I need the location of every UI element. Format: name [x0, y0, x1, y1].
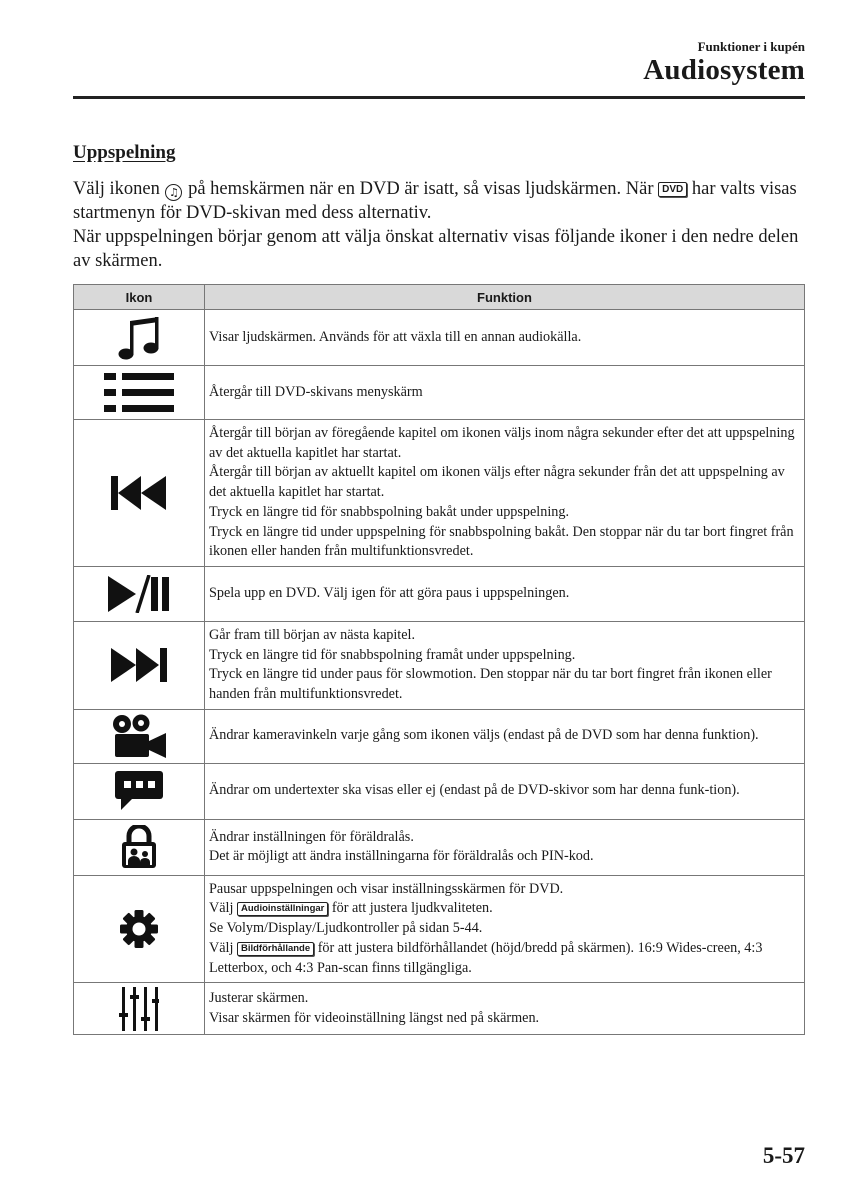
intro-paragraph-2: När uppspelningen börjar genom att välja önskat alternativ visas följande ikoner i den nedre delen av skärmen.: [73, 227, 799, 271]
description-line: Ändrar kameravinkeln varje gång som ikonen väljs (endast på de DVD som har denna funktion).: [209, 727, 759, 744]
table-row: [74, 621, 805, 709]
description-text-part: för att justera bildförhållandet (höjd/bredd på skärmen). 16:9 Wides-creen, 4:3 Letterbox, och 4:3 Pan-scan finns tillgängliga.: [209, 939, 763, 976]
row-description: [205, 819, 805, 875]
description-line: Går fram till början av nästa kapitel.: [209, 626, 416, 643]
table-row: [74, 983, 805, 1035]
description-line: Justerar skärmen.: [209, 990, 309, 1007]
menu-list-icon: [104, 372, 174, 414]
subtitle-icon: [115, 771, 163, 811]
table-row: [74, 875, 805, 983]
description-line: Se Volym/Display/Ljudkontroller på sidan 5-44.: [209, 920, 483, 937]
table-row: [74, 763, 805, 819]
music-note-circle-icon: ♫: [165, 184, 182, 201]
table-row: [74, 709, 805, 763]
video-camera-icon: [111, 714, 167, 758]
description-text-part: för att justera ljudkvaliteten.: [331, 900, 493, 917]
description-line: Pausar uppspelningen och visar inställningsskärmen för DVD.: [209, 880, 564, 897]
page-title: Audiosystem: [643, 54, 805, 86]
description-line: Ändrar om undertexter ska visas eller ej (endast på de DVD-skivor som har denna funk-tion).: [209, 782, 740, 799]
row-description: [205, 621, 805, 709]
description-line: Visar ljudskärmen. Används för att växla till en annan audiokälla.: [209, 328, 582, 345]
description-line: Visar skärmen för videoinställning längst ned på skärmen.: [209, 1009, 540, 1026]
description-line: [209, 939, 800, 978]
row-description: [205, 875, 805, 983]
header-divider: [73, 96, 805, 99]
description-text-part: Välj: [209, 939, 234, 956]
row-description: [205, 566, 805, 621]
row-description: [205, 366, 805, 420]
description-line: Tryck en längre tid under uppspelning för snabbspolning bakåt. Den stoppar när du tar bort fingret från ikonen eller handen från multifunktionsvredet.: [209, 523, 794, 560]
description-line: Tryck en längre tid under paus för slowmotion. Den stoppar när du tar bort fingret från ikonen eller handen från multifunktionsvredet.: [209, 666, 772, 703]
row-description: [205, 709, 805, 763]
table-row: [74, 366, 805, 420]
row-description: [205, 310, 805, 366]
table-row: [74, 566, 805, 621]
skip-previous-icon: [111, 476, 167, 510]
skip-next-icon: [111, 648, 167, 682]
column-header-function: Funktion: [205, 285, 805, 310]
table-header-row: [74, 285, 805, 310]
row-description: [205, 983, 805, 1035]
description-line: Tryck en längre tid för snabbspolning bakåt under uppspelning.: [209, 503, 570, 520]
function-table: [73, 284, 805, 1035]
description-line: Återgår till DVD-skivans menyskärm: [209, 383, 423, 400]
description-line: Tryck en längre tid för snabbspolning framåt under uppspelning.: [209, 646, 576, 663]
intro-text-part: Välj ikonen: [73, 179, 160, 199]
table-row: [74, 310, 805, 366]
aspect-ratio-key-label: Bildförhållande: [237, 942, 314, 956]
row-description: [205, 763, 805, 819]
audio-settings-key-label: Audioinställningar: [237, 902, 328, 916]
page-number: 5-57: [762, 1143, 805, 1168]
description-line: Återgår till början av föregående kapitel om ikonen väljs inom några sekunder efter det att uppspelning av det aktuella kapitlet har startat.: [209, 425, 795, 461]
row-description: [205, 420, 805, 567]
gear-icon: [119, 909, 159, 949]
intro-text-part: har valts visas startmenyn för DVD-skivan med dess alternativ.: [73, 179, 797, 223]
music-note-icon: [117, 315, 161, 361]
description-line: Det är möjligt att ändra inställningarna för föräldralås och PIN-kod.: [209, 848, 594, 865]
parental-lock-icon: [121, 825, 157, 869]
intro-text-part: på hemskärmen när en DVD är isatt, så visas ljudskärmen. När: [188, 179, 654, 199]
description-line: Ändrar inställningen för föräldralås.: [209, 828, 414, 845]
description-line: [209, 899, 800, 919]
description-line: Spela upp en DVD. Välj igen för att göra paus i uppspelningen.: [209, 585, 570, 602]
equalizer-sliders-icon: [119, 987, 159, 1031]
section-heading: Uppspelning: [73, 142, 176, 163]
dvd-key-label: DVD: [658, 182, 687, 197]
description-text-part: Välj: [209, 900, 234, 917]
table-row: [74, 819, 805, 875]
chapter-label: Funktioner i kupén: [697, 39, 805, 54]
intro-text: [73, 177, 813, 273]
play-pause-icon: [108, 575, 170, 613]
column-header-icon: Ikon: [74, 285, 205, 310]
table-row: [74, 420, 805, 567]
intro-paragraph-1: [73, 177, 813, 225]
description-line: Återgår till början av aktuellt kapitel om ikonen väljs efter några sekunder från det att uppspelning av det aktuella kapitlet har startat.: [209, 464, 785, 501]
